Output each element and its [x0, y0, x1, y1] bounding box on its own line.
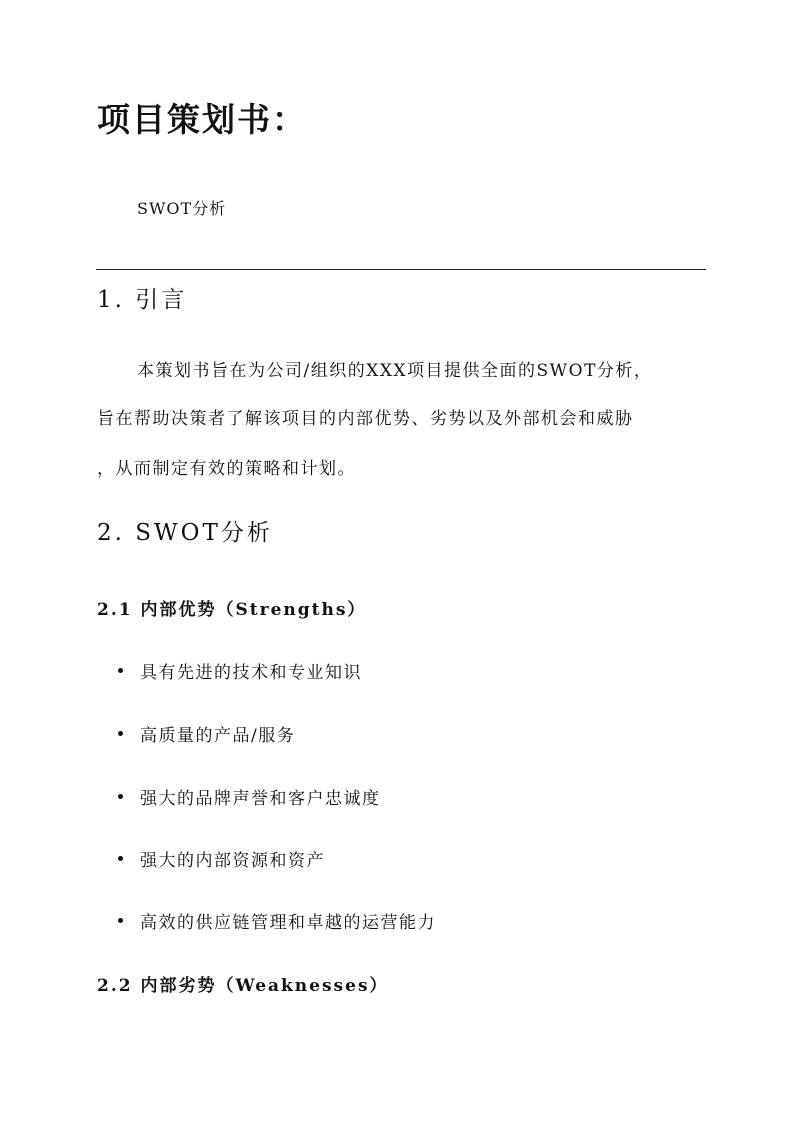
bullet-dot-icon	[118, 668, 123, 673]
title-divider	[96, 269, 706, 270]
section-heading-swot: 2. SWOT分析	[97, 520, 273, 546]
subsection-heading-weaknesses: 2.2 内部劣势（Weaknesses）	[97, 976, 389, 996]
list-item-text: 强大的内部资源和资产	[140, 851, 325, 871]
document-subtitle: SWOT分析	[137, 199, 227, 218]
intro-paragraph-line-2: 旨在帮助决策者了解该项目的内部优势、劣势以及外部机会和威胁	[97, 409, 634, 429]
section-heading-introduction: 1. 引言	[97, 287, 188, 313]
list-item	[118, 784, 381, 809]
intro-paragraph-line-1: 本策划书旨在为公司/组织的XXX项目提供全面的SWOT分析，	[137, 361, 653, 381]
list-item	[118, 658, 362, 683]
document-title: 项目策划书：	[97, 100, 307, 139]
list-item	[118, 908, 436, 933]
bullet-dot-icon	[118, 731, 123, 736]
list-item	[118, 846, 325, 871]
list-item	[118, 721, 295, 746]
bullet-dot-icon	[118, 856, 123, 861]
subsection-heading-strengths: 2.1 内部优势（Strengths）	[97, 600, 367, 620]
list-item-text: 具有先进的技术和专业知识	[140, 663, 362, 683]
intro-paragraph-line-3: ，从而制定有效的策略和计划。	[97, 459, 356, 479]
list-item-text: 高效的供应链管理和卓越的运营能力	[140, 913, 436, 933]
list-item-text: 高质量的产品/服务	[140, 726, 296, 746]
list-item-text: 强大的品牌声誉和客户忠诚度	[140, 789, 381, 809]
bullet-dot-icon	[118, 794, 123, 799]
bullet-dot-icon	[118, 918, 123, 923]
